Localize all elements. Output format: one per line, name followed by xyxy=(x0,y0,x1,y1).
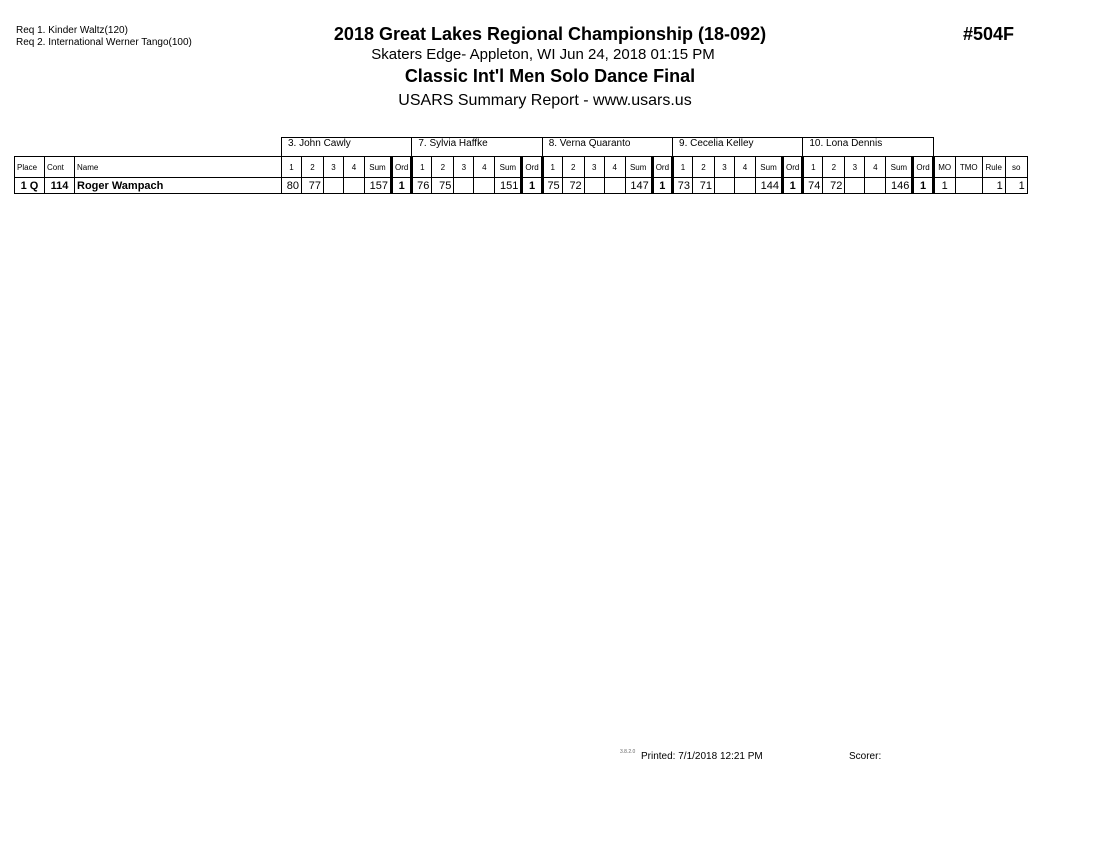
col-header-score: 4 xyxy=(604,157,625,178)
col-header-score: 2 xyxy=(302,157,324,178)
printed-date: Printed: 7/1/2018 12:21 PM xyxy=(641,751,763,762)
col-header-mo: MO xyxy=(933,157,955,178)
judge-ordinal: 1 xyxy=(913,178,933,194)
col-header-cont: Cont xyxy=(45,157,75,178)
col-header-tmo: TMO xyxy=(955,157,982,178)
col-header-score: 2 xyxy=(693,157,715,178)
judge-score: 72 xyxy=(823,178,845,194)
mo-value: 1 xyxy=(933,178,955,194)
col-header-score: 2 xyxy=(823,157,845,178)
version-label: 3.8.2.0 xyxy=(620,749,636,755)
col-header-sum: Sum xyxy=(756,157,783,178)
judge-header: 10. Lona Dennis xyxy=(803,138,933,157)
place: 1 Q xyxy=(15,178,45,194)
judge-sum: 151 xyxy=(495,178,522,194)
judge-header: 7. Sylvia Haffke xyxy=(412,138,542,157)
col-header-score: 1 xyxy=(542,157,562,178)
judge-score xyxy=(584,178,604,194)
col-header-sum: Sum xyxy=(495,157,522,178)
judge-score xyxy=(845,178,865,194)
judge-sum: 147 xyxy=(625,178,652,194)
judge-score: 74 xyxy=(803,178,823,194)
location-date: Skaters Edge- Appleton, WI Jun 24, 2018 01:15 PM xyxy=(371,46,715,63)
col-header-score: 2 xyxy=(432,157,454,178)
col-header-score: 1 xyxy=(673,157,693,178)
col-header-ord: Ord xyxy=(522,157,542,178)
blank xyxy=(15,138,282,157)
col-header-ord: Ord xyxy=(783,157,803,178)
col-header-ord: Ord xyxy=(392,157,412,178)
judge-sum: 157 xyxy=(365,178,392,194)
scorer-label: Scorer: xyxy=(849,751,882,762)
judge-score: 76 xyxy=(412,178,432,194)
judge-score xyxy=(474,178,495,194)
judge-score xyxy=(735,178,756,194)
judge-score: 77 xyxy=(302,178,324,194)
judge-score xyxy=(454,178,474,194)
so-value: 1 xyxy=(1005,178,1027,194)
col-header-score: 1 xyxy=(412,157,432,178)
col-header-sum: Sum xyxy=(886,157,913,178)
col-header-score: 3 xyxy=(845,157,865,178)
judge-score xyxy=(715,178,735,194)
col-header-score: 3 xyxy=(324,157,344,178)
col-header-score: 1 xyxy=(803,157,823,178)
col-header-sum: Sum xyxy=(365,157,392,178)
tmo-value xyxy=(955,178,982,194)
judge-score: 75 xyxy=(432,178,454,194)
col-header-score: 4 xyxy=(344,157,365,178)
judge-ordinal: 1 xyxy=(392,178,412,194)
col-header-score: 1 xyxy=(282,157,302,178)
col-header-score: 3 xyxy=(584,157,604,178)
col-header-score: 4 xyxy=(474,157,495,178)
judge-score xyxy=(344,178,365,194)
col-header-score: 4 xyxy=(735,157,756,178)
judge-header: 9. Cecelia Kelley xyxy=(673,138,803,157)
judge-score xyxy=(324,178,344,194)
judge-ordinal: 1 xyxy=(783,178,803,194)
judge-score: 80 xyxy=(282,178,302,194)
col-header-score: 2 xyxy=(562,157,584,178)
skater-name: Roger Wampach xyxy=(75,178,282,194)
judge-score: 73 xyxy=(673,178,693,194)
competition-title: 2018 Great Lakes Regional Championship (18-092) xyxy=(333,24,767,44)
results-table xyxy=(14,137,1028,194)
col-header-sum: Sum xyxy=(625,157,652,178)
judge-score: 75 xyxy=(542,178,562,194)
col-header-name: Name xyxy=(75,157,282,178)
col-header-score: 3 xyxy=(454,157,474,178)
judge-sum: 144 xyxy=(756,178,783,194)
event-number: #504F xyxy=(963,24,1015,44)
event-title: Classic Int'l Men Solo Dance Final xyxy=(404,66,696,86)
judge-score xyxy=(865,178,886,194)
judge-score: 71 xyxy=(693,178,715,194)
judge-ordinal: 1 xyxy=(652,178,672,194)
report-title: USARS Summary Report - www.usars.us xyxy=(398,92,692,109)
col-header-ord: Ord xyxy=(913,157,933,178)
judge-score xyxy=(604,178,625,194)
table-row xyxy=(15,178,1028,194)
judge-sum: 146 xyxy=(886,178,913,194)
requirement-2: Req 2. International Werner Tango(100) xyxy=(16,37,192,48)
judge-header: 3. John Cawly xyxy=(282,138,412,157)
col-header-score: 4 xyxy=(865,157,886,178)
col-header-ord: Ord xyxy=(652,157,672,178)
contestant-number: 114 xyxy=(45,178,75,194)
col-header-rule: Rule xyxy=(982,157,1005,178)
col-header-so: so xyxy=(1005,157,1027,178)
judge-score: 72 xyxy=(562,178,584,194)
requirement-1: Req 1. Kinder Waltz(120) xyxy=(16,25,128,36)
col-header-place: Place xyxy=(15,157,45,178)
col-header-score: 3 xyxy=(715,157,735,178)
judge-ordinal: 1 xyxy=(522,178,542,194)
blank xyxy=(933,138,1027,157)
judge-header: 8. Verna Quaranto xyxy=(542,138,672,157)
rule-value: 1 xyxy=(982,178,1005,194)
